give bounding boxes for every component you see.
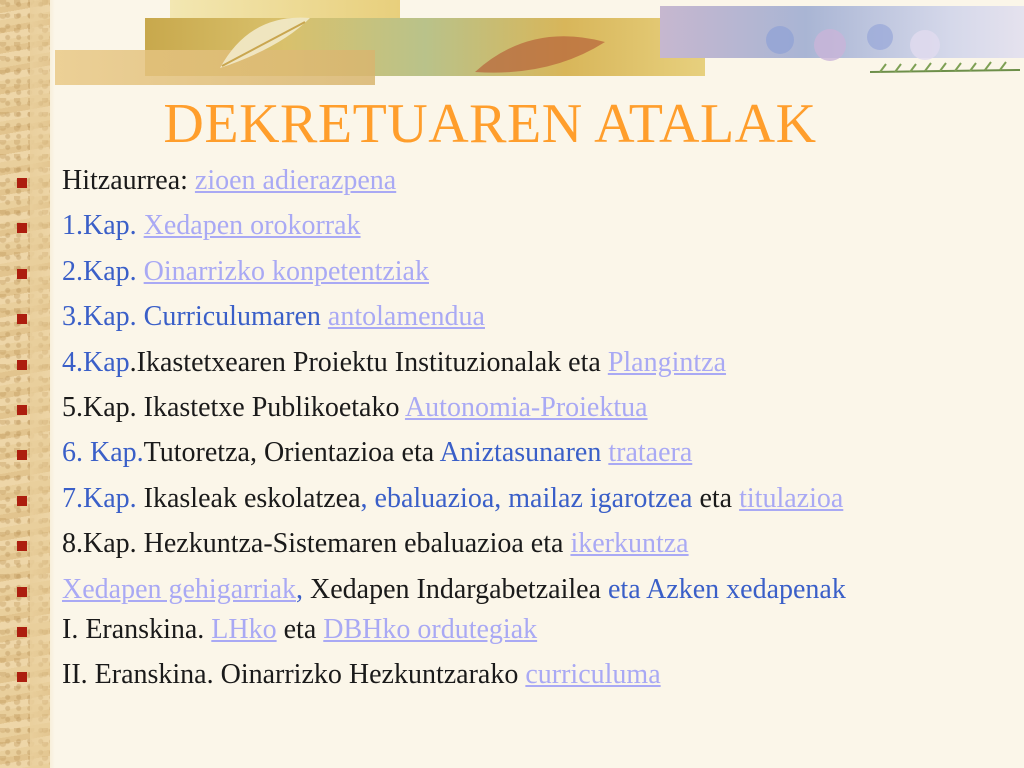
item-text: , ebaluazioa, mailaz igarotzea <box>360 482 700 514</box>
leaf-icon <box>210 8 320 83</box>
item-text: Xedapen Indargabetzailea <box>310 573 608 605</box>
list-item <box>12 613 1017 647</box>
list-item <box>12 482 1017 516</box>
item-link[interactable]: zioen adierazpena <box>194 165 397 196</box>
item-text: eta <box>699 482 740 514</box>
leaf-icon <box>470 22 610 82</box>
item-link[interactable]: ikerkuntza <box>570 528 689 560</box>
item-text: 1.Kap. <box>62 210 144 242</box>
item-text: .Ikastetxearen Proiektu Instituzionalak eta <box>129 346 608 378</box>
item-text: 5.Kap. Ikastetxe Publikoetako <box>62 391 405 423</box>
item-text: 4.Kap <box>62 346 130 378</box>
list-item <box>12 255 1017 289</box>
item-text: eta Azken xedapenak <box>607 573 846 605</box>
page-title: DEKRETUAREN ATALAK <box>163 93 817 155</box>
list-item <box>12 436 1017 470</box>
list-item <box>12 573 1017 607</box>
item-link[interactable]: trataera <box>608 437 693 469</box>
item-link[interactable]: Xedapen orokorrak <box>143 210 361 242</box>
item-text: 3.Kap. Curriculumaren <box>62 301 328 333</box>
list-item <box>12 164 1017 198</box>
item-text: 8.Kap. Hezkuntza-Sistemaren ebaluazioa eta <box>62 528 571 560</box>
item-link[interactable]: Xedapen gehigarriak <box>62 573 296 605</box>
fern-icon <box>870 60 1020 82</box>
item-link[interactable]: Oinarrizko konpetentziak <box>143 255 429 287</box>
item-link[interactable]: titulazioa <box>739 482 844 514</box>
item-text: Aniztasunaren <box>439 437 609 469</box>
list-item <box>12 300 1017 334</box>
item-text: Hitzaurrea: <box>62 165 195 196</box>
item-link[interactable]: LHko <box>211 613 277 645</box>
item-text: eta <box>276 613 324 645</box>
item-link[interactable]: Plangintza <box>607 346 727 378</box>
list-item <box>12 209 1017 243</box>
item-text: I. Eranskina. <box>62 613 212 645</box>
list-item <box>12 346 1017 380</box>
item-text: 2.Kap. <box>62 255 144 287</box>
item-text: , <box>296 573 310 605</box>
chapter-list <box>12 164 1017 703</box>
item-link[interactable]: Autonomia-Proiektua <box>404 391 648 423</box>
item-text: 7.Kap. <box>62 482 144 514</box>
item-link[interactable]: curriculuma <box>525 658 661 690</box>
item-text: II. Eranskina. Oinarrizko Hezkuntzarako <box>62 658 526 690</box>
item-text: Ikasleak eskolatzea <box>143 482 361 514</box>
item-link[interactable]: DBHko ordutegiak <box>323 613 538 645</box>
list-item <box>12 658 1017 692</box>
list-item <box>12 391 1017 425</box>
decorative-banner <box>50 0 1024 85</box>
item-text: 6. Kap. <box>62 437 144 469</box>
item-link[interactable]: antolamendua <box>327 301 485 333</box>
list-item <box>12 527 1017 561</box>
item-text: Tutoretza, Orientazioa eta <box>143 437 440 469</box>
